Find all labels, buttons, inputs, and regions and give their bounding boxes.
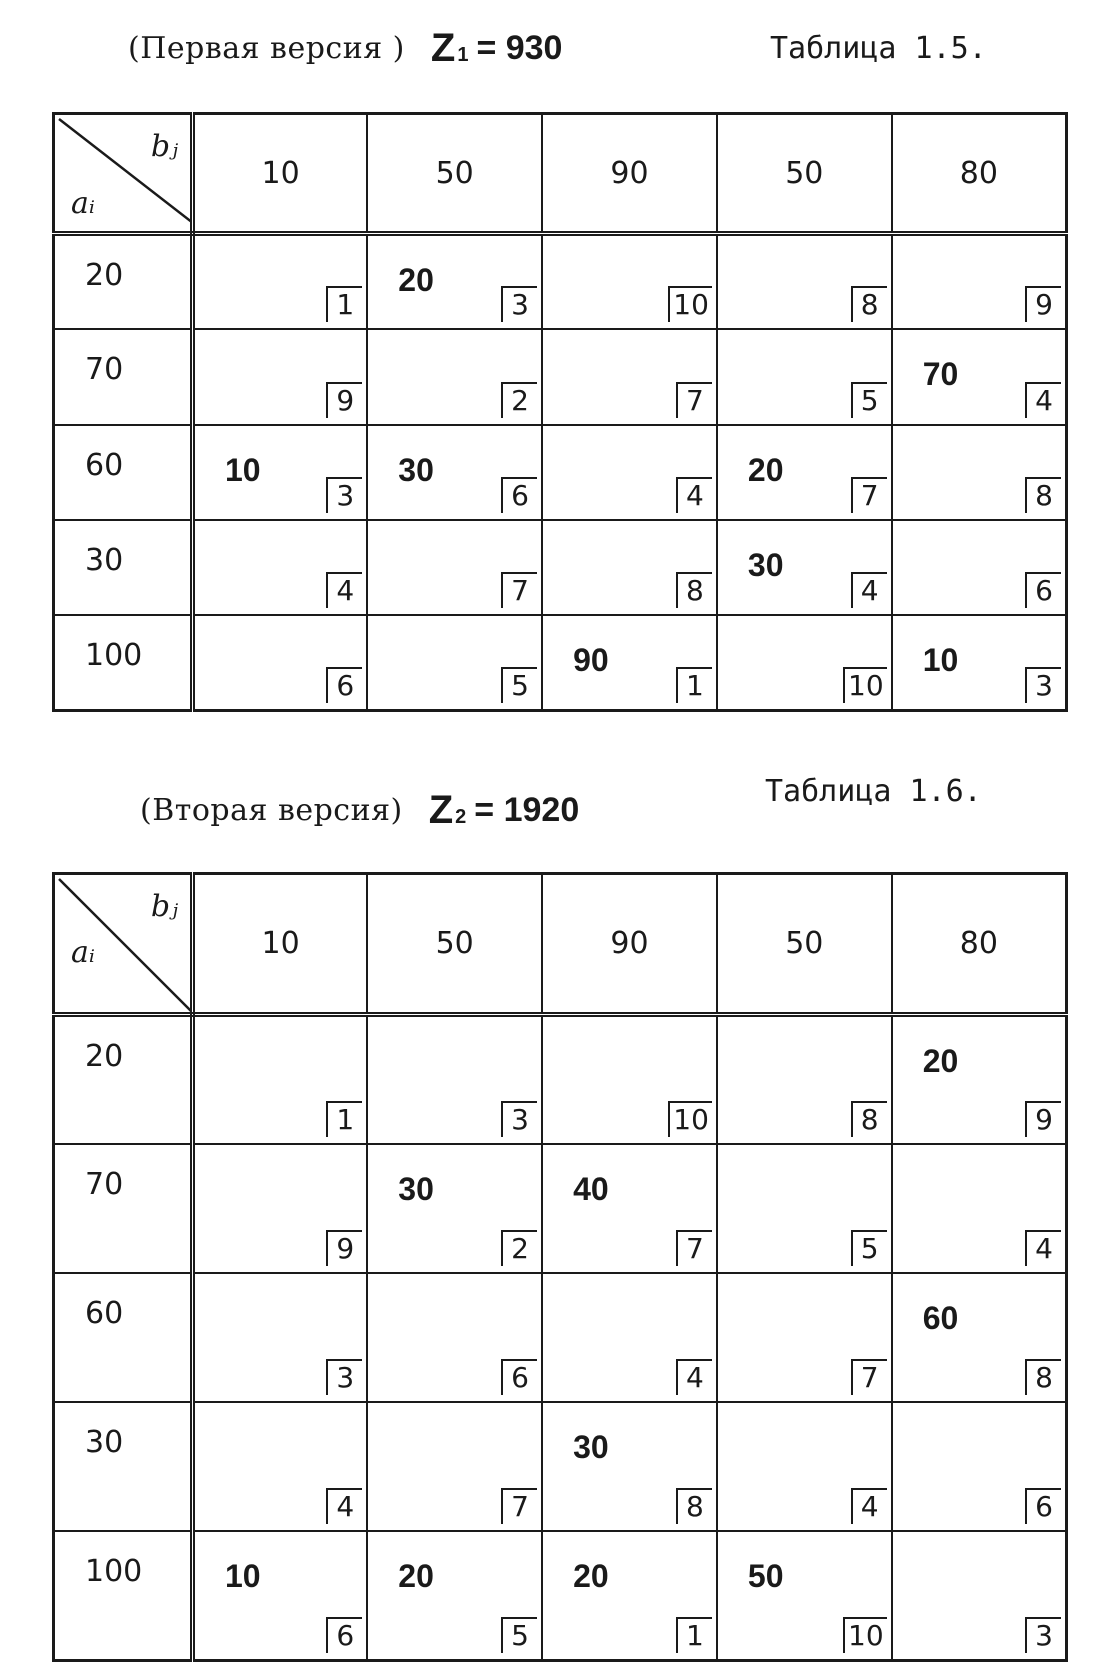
unit-cost-box: 4 bbox=[1025, 1230, 1061, 1266]
allocation-cell bbox=[892, 234, 1067, 329]
allocation-cell bbox=[367, 1273, 542, 1402]
unit-cost-box: 9 bbox=[326, 1230, 362, 1266]
allocation-cell bbox=[193, 1144, 368, 1273]
unit-cost-box: 7 bbox=[501, 572, 537, 608]
allocation-value: 20 bbox=[573, 1558, 609, 1595]
unit-cost-box: 1 bbox=[676, 1617, 712, 1653]
table2-demand-cell: 80 bbox=[892, 874, 1067, 1015]
unit-cost-box: 8 bbox=[676, 1488, 712, 1524]
unit-cost-box: 4 bbox=[676, 1359, 712, 1395]
allocation-value: 30 bbox=[398, 1170, 434, 1207]
unit-cost-box: 4 bbox=[1025, 382, 1061, 418]
allocation-cell bbox=[367, 234, 542, 329]
unit-cost-box: 10 bbox=[843, 667, 887, 703]
allocation-cell bbox=[542, 234, 717, 329]
allocation-cell bbox=[717, 1015, 892, 1144]
allocation-cell bbox=[892, 1402, 1067, 1531]
allocation-value: 30 bbox=[747, 546, 784, 583]
unit-cost-box: 7 bbox=[676, 1230, 712, 1266]
table2-z-letter: Z bbox=[428, 787, 454, 832]
unit-cost-box: 2 bbox=[501, 1230, 537, 1266]
unit-cost-box: 8 bbox=[1025, 477, 1061, 513]
allocation-cell bbox=[542, 1015, 717, 1144]
unit-cost-box: 5 bbox=[851, 382, 887, 418]
table1-corner-cell bbox=[54, 114, 193, 234]
allocation-cell bbox=[717, 1144, 892, 1273]
table2-supply-cell bbox=[54, 1144, 193, 1273]
allocation-cell bbox=[367, 1402, 542, 1531]
unit-cost-box: 3 bbox=[1025, 1617, 1061, 1653]
supply-value: 30 bbox=[85, 1425, 124, 1461]
unit-cost-box: 3 bbox=[1025, 667, 1061, 703]
table1-z-letter: Z bbox=[430, 25, 456, 70]
allocation-cell bbox=[717, 615, 892, 710]
allocation-cell bbox=[542, 329, 717, 424]
unit-cost-box: 2 bbox=[501, 382, 537, 418]
allocation-cell bbox=[717, 520, 892, 615]
unit-cost-box: 7 bbox=[501, 1488, 537, 1524]
supply-value: 60 bbox=[85, 1296, 124, 1332]
supply-value: 60 bbox=[85, 447, 124, 483]
unit-cost-box: 3 bbox=[501, 1101, 537, 1137]
allocation-cell bbox=[892, 1015, 1067, 1144]
unit-cost-box: 10 bbox=[668, 1101, 712, 1137]
allocation-value: 10 bbox=[922, 642, 959, 679]
table1-corner-b-label: bⱼ bbox=[150, 129, 178, 164]
table2-demand-cell: 50 bbox=[717, 874, 892, 1015]
unit-cost-box: 5 bbox=[501, 667, 537, 703]
unit-cost-box: 6 bbox=[326, 667, 362, 703]
allocation-value: 20 bbox=[747, 451, 784, 488]
table1-z-label bbox=[431, 26, 471, 71]
allocation-cell bbox=[717, 329, 892, 424]
table1-demand-cell: 90 bbox=[542, 114, 717, 234]
allocation-value: 20 bbox=[922, 1043, 959, 1080]
supply-value: 20 bbox=[85, 258, 124, 294]
table2-z-subscript: 2 bbox=[455, 805, 467, 828]
table2-version-label: (Вторая версия) bbox=[140, 792, 403, 828]
unit-cost-box: 8 bbox=[851, 1101, 887, 1137]
table2-z-value: = 1920 bbox=[474, 790, 580, 829]
allocation-cell bbox=[193, 1273, 368, 1402]
supply-value: 100 bbox=[85, 1554, 143, 1590]
allocation-cell bbox=[717, 425, 892, 520]
unit-cost-box: 5 bbox=[501, 1617, 537, 1653]
table1-demand-cell: 50 bbox=[717, 114, 892, 234]
table1-supply-cell bbox=[54, 615, 193, 710]
table1-version-label: (Первая версия ) bbox=[128, 30, 405, 66]
unit-cost-box: 7 bbox=[676, 382, 712, 418]
table1-demand-cell: 80 bbox=[892, 114, 1067, 234]
unit-cost-box: 6 bbox=[326, 1617, 362, 1653]
allocation-value: 20 bbox=[398, 262, 434, 299]
table2-corner-b-label: bⱼ bbox=[150, 889, 178, 924]
table1-corner-a-label: aᵢ bbox=[71, 186, 95, 222]
allocation-cell bbox=[717, 1402, 892, 1531]
allocation-cell bbox=[717, 234, 892, 329]
unit-cost-box: 6 bbox=[501, 1359, 537, 1395]
unit-cost-box: 3 bbox=[326, 477, 362, 513]
unit-cost-box: 9 bbox=[326, 382, 362, 418]
table1-supply-cell bbox=[54, 520, 193, 615]
allocation-cell bbox=[892, 425, 1067, 520]
unit-cost-box: 7 bbox=[851, 477, 887, 513]
supply-value: 30 bbox=[85, 542, 124, 578]
allocation-cell bbox=[542, 615, 717, 710]
allocation-cell bbox=[892, 1144, 1067, 1273]
table2-grid bbox=[52, 872, 1068, 1662]
allocation-cell bbox=[542, 1144, 717, 1273]
table2-caption: Таблица 1.6. bbox=[765, 774, 982, 809]
table2-supply-cell bbox=[54, 1402, 193, 1531]
table1-supply-row bbox=[54, 520, 1067, 615]
allocation-cell bbox=[193, 425, 368, 520]
allocation-cell bbox=[193, 1402, 368, 1531]
supply-value: 70 bbox=[85, 352, 124, 388]
allocation-value: 50 bbox=[747, 1558, 784, 1595]
allocation-cell bbox=[367, 520, 542, 615]
allocation-cell bbox=[542, 1531, 717, 1660]
allocation-cell bbox=[892, 1531, 1067, 1660]
unit-cost-box: 10 bbox=[668, 286, 712, 322]
allocation-cell bbox=[717, 1273, 892, 1402]
allocation-cell bbox=[892, 329, 1067, 424]
allocation-cell bbox=[193, 615, 368, 710]
allocation-cell bbox=[193, 234, 368, 329]
table2-supply-row bbox=[54, 1402, 1067, 1531]
allocation-value: 70 bbox=[922, 356, 959, 393]
unit-cost-box: 6 bbox=[1025, 572, 1061, 608]
unit-cost-box: 3 bbox=[326, 1359, 362, 1395]
table1-demand-cell: 10 bbox=[193, 114, 368, 234]
allocation-value: 30 bbox=[398, 451, 434, 488]
unit-cost-box: 1 bbox=[326, 286, 362, 322]
table2-supply-row bbox=[54, 1531, 1067, 1660]
supply-value: 20 bbox=[85, 1039, 124, 1075]
unit-cost-box: 3 bbox=[501, 286, 537, 322]
allocation-cell bbox=[892, 615, 1067, 710]
allocation-value: 20 bbox=[398, 1558, 434, 1595]
table1-grid bbox=[52, 112, 1068, 712]
allocation-cell bbox=[717, 1531, 892, 1660]
table1-supply-row bbox=[54, 234, 1067, 329]
allocation-cell bbox=[367, 1015, 542, 1144]
unit-cost-box: 7 bbox=[851, 1359, 887, 1395]
table2-supply-cell bbox=[54, 1273, 193, 1402]
unit-cost-box: 1 bbox=[676, 667, 712, 703]
table2-header-row bbox=[54, 874, 1067, 1015]
table2-supply-row bbox=[54, 1144, 1067, 1273]
table2-supply-cell bbox=[54, 1015, 193, 1144]
table1-supply-cell bbox=[54, 234, 193, 329]
unit-cost-box: 4 bbox=[851, 1488, 887, 1524]
unit-cost-box: 10 bbox=[843, 1617, 887, 1653]
unit-cost-box: 4 bbox=[326, 1488, 362, 1524]
allocation-value: 40 bbox=[573, 1170, 609, 1207]
unit-cost-box: 9 bbox=[1025, 1101, 1061, 1137]
unit-cost-box: 4 bbox=[326, 572, 362, 608]
table2-supply-row bbox=[54, 1273, 1067, 1402]
table1-supply-cell bbox=[54, 425, 193, 520]
allocation-cell bbox=[542, 520, 717, 615]
allocation-value: 90 bbox=[573, 642, 609, 679]
unit-cost-box: 4 bbox=[676, 477, 712, 513]
allocation-cell bbox=[367, 329, 542, 424]
allocation-cell bbox=[193, 1531, 368, 1660]
allocation-value: 30 bbox=[573, 1429, 609, 1466]
allocation-cell bbox=[542, 425, 717, 520]
table2-supply-row bbox=[54, 1015, 1067, 1144]
allocation-cell bbox=[892, 1273, 1067, 1402]
allocation-cell bbox=[367, 615, 542, 710]
allocation-value: 10 bbox=[225, 1558, 261, 1595]
table2-corner-cell bbox=[54, 874, 193, 1015]
allocation-cell bbox=[367, 425, 542, 520]
table1-supply-row bbox=[54, 615, 1067, 710]
allocation-cell bbox=[193, 329, 368, 424]
allocation-cell bbox=[193, 520, 368, 615]
table1-demand-cell: 50 bbox=[367, 114, 542, 234]
unit-cost-box: 6 bbox=[1025, 1488, 1061, 1524]
table1-caption: Таблица 1.5. bbox=[770, 30, 987, 66]
unit-cost-box: 8 bbox=[676, 572, 712, 608]
allocation-cell bbox=[542, 1273, 717, 1402]
unit-cost-box: 6 bbox=[501, 477, 537, 513]
table1-supply-cell bbox=[54, 329, 193, 424]
table1-header-row bbox=[54, 114, 1067, 234]
unit-cost-box: 1 bbox=[326, 1101, 362, 1137]
table2-z-label bbox=[429, 788, 469, 833]
table1-z-subscript: 1 bbox=[457, 43, 469, 66]
allocation-cell bbox=[542, 1402, 717, 1531]
table2-corner-a-label: aᵢ bbox=[71, 935, 95, 971]
table1-heading bbox=[0, 18, 1105, 78]
table2-heading bbox=[0, 774, 1105, 840]
allocation-cell bbox=[367, 1531, 542, 1660]
table2-demand-cell: 50 bbox=[367, 874, 542, 1015]
table1-z-value: = 930 bbox=[476, 28, 563, 67]
allocation-value: 10 bbox=[225, 451, 261, 488]
unit-cost-box: 8 bbox=[1025, 1359, 1061, 1395]
table2-demand-cell: 90 bbox=[542, 874, 717, 1015]
table1-supply-row bbox=[54, 329, 1067, 424]
supply-value: 70 bbox=[85, 1166, 124, 1202]
unit-cost-box: 8 bbox=[851, 286, 887, 322]
allocation-cell bbox=[367, 1144, 542, 1273]
table1-supply-row bbox=[54, 425, 1067, 520]
table2-demand-cell: 10 bbox=[193, 874, 368, 1015]
unit-cost-box: 4 bbox=[851, 572, 887, 608]
unit-cost-box: 9 bbox=[1025, 286, 1061, 322]
table2-supply-cell bbox=[54, 1531, 193, 1660]
supply-value: 100 bbox=[85, 638, 143, 674]
allocation-cell bbox=[892, 520, 1067, 615]
unit-cost-box: 5 bbox=[851, 1230, 887, 1266]
allocation-value: 60 bbox=[922, 1300, 959, 1337]
allocation-cell bbox=[193, 1015, 368, 1144]
